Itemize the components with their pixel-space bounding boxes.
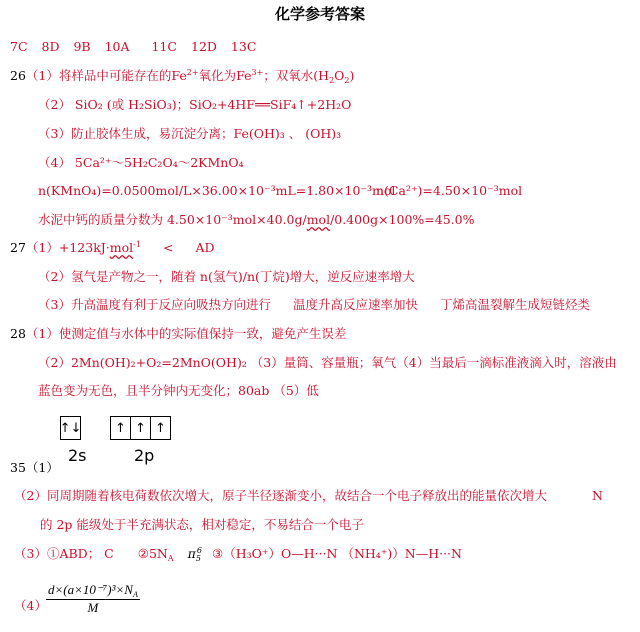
- q26-line-6: 水泥中钙的质量分数为 4.50×10⁻³mol×40.0g/mol/0.400g×100%=45.0%: [38, 212, 475, 227]
- orbital-2p-cell: ↑: [131, 417, 151, 439]
- q26-line-1: 26（1）将样品中可能存在的$Fe^{2+}$氧化为$Fe^{3+}$；双氧水$(H_2O_2)$: [10, 68, 355, 85]
- q26-line-5b: n(Ca²⁺)=4.50×10⁻³mol: [376, 183, 523, 198]
- choice-10: 10A: [104, 39, 130, 54]
- q26-line-3: （3）防止胶体生成，易沉淀分离；Fe(OH)₃ 、 (OH)₃: [38, 126, 342, 141]
- choice-9: 9B: [73, 39, 91, 54]
- q35-line-2b: N: [592, 488, 603, 503]
- q27-line-1: 27（1）+123kJ·mol$^{-1}$ < AD: [10, 240, 215, 255]
- q27-line-2: （2）氢气是产物之一，随着 n(氢气)/n(丁烷)增大，逆反应速率增大: [38, 269, 415, 284]
- page-title: 化学参考答案: [274, 5, 365, 23]
- q26-line-4: （4） 5Ca²⁺～5H₂C₂O₄～2KMnO₄: [38, 155, 244, 170]
- formula-denominator: M: [87, 600, 99, 615]
- q28-line-2: （2）2Mn(OH)₂+O₂=2MnO(OH)₂ （3）量筒、容量瓶；氧气（4）当最后一滴标准液滴入时，溶液由: [38, 355, 617, 370]
- choice-13: 13C: [230, 39, 257, 54]
- q26-line-5a: n(KMnO₄)=0.0500mol/L×36.00×10⁻³mL=1.80×10⁻³mol: [38, 183, 396, 198]
- q26-number: 26: [10, 68, 26, 83]
- q35-line-1: 35（1）: [10, 460, 59, 475]
- q28-number: 28: [10, 326, 26, 341]
- formula-numerator: d×(a×10⁻⁷)³×N: [48, 582, 133, 597]
- q27-line-3: （3）升高温度有利于反应向吸热方向进行 温度升高反应速率加快 丁烯高温裂解生成短链烃类: [38, 297, 590, 312]
- q35-line-2a: （2）同周期随着核电荷数依次增大，原子半径逐渐变小，故结合一个电子释放出的能量依次增大: [14, 488, 547, 503]
- orbital-2p-label: 2p: [134, 446, 155, 465]
- orbital-2p-cell: ↑: [155, 420, 166, 436]
- density-formula: $\frac{d\times(a\times 10^{-7})^3\times N_A}{M}$: [48, 582, 138, 615]
- orbital-2s-box: [60, 416, 81, 440]
- choice-8: 8D: [41, 39, 60, 54]
- q28-line-3: 蓝色变为无色，且半分钟内无变化；80ab （5）低: [38, 383, 319, 398]
- choice-11: 11C: [151, 39, 178, 54]
- q26-line-2: （2） SiO₂ (或 H₂SiO₃)；SiO₂+4HF══SiF₄↑+2H₂O: [38, 97, 352, 112]
- choice-12: 12D: [191, 39, 217, 54]
- orbital-2p-cell: ↑: [111, 417, 131, 439]
- choice-row: [10, 39, 256, 55]
- choice-7: 7C: [10, 39, 28, 54]
- q35-line-3: 的 2p 能级处于半充满状态，相对稳定，不易结合一个电子: [40, 517, 364, 532]
- q35-line-4: （3）①ABD； C $②5N_A$ $\pi_5^6$ ③（H₃O⁺）O—H···N （NH₄⁺)）N—H···N: [14, 546, 462, 563]
- orbital-2s-cell: ↑↓: [59, 420, 82, 436]
- q27-number: 27: [10, 240, 26, 255]
- q35-line-5: （4）: [14, 598, 47, 613]
- q28-line-1: 28（1）使测定值与水体中的实际值保持一致，避免产生误差: [10, 326, 347, 341]
- orbital-2s-label: 2s: [68, 446, 87, 465]
- orbital-2p-box: [110, 416, 171, 440]
- q35-number: 35: [10, 460, 26, 475]
